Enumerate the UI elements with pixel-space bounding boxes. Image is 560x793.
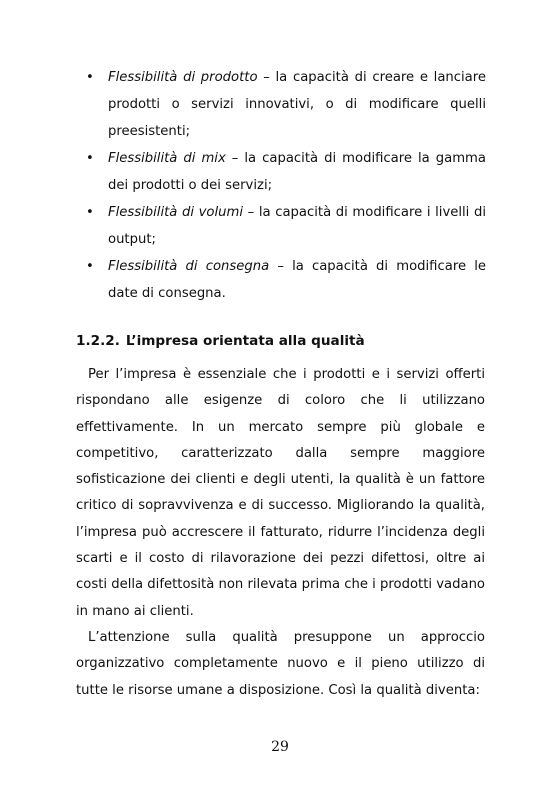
bullet-item-product-flexibility (86, 64, 486, 145)
bullet-term: Flessibilità di volumi (108, 205, 244, 220)
section-number: 1.2.2. (76, 333, 120, 349)
bullet-text: – la capacità di modificare i livelli di output; (108, 205, 486, 247)
bullet-term: Flessibilità di prodotto (108, 70, 258, 85)
bullet-marker: • (86, 151, 94, 166)
bullet-term: Flessibilità di consegna (108, 259, 270, 274)
paragraph: Per l’impresa è essenziale che i prodotti e i servizi offerti rispondano alle esigenze di coloro che li utilizzano effettivamente. In un mercato sempre più globale e competitivo, caratterizzato dalla sempre maggiore sofisticazione dei clienti e degli utenti, la qualità è un fattore critico di sopravvivenza e di successo. Migliorando la qualità, l’impresa può accrescere il fatturato, ridurre l’incidenza degli scarti e il costo di rilavorazione dei pezzi difettosi, oltre ai costi della difettosità non rilevata prima che i prodotti vadano in mano ai clienti. (76, 367, 485, 619)
bullet-item-volume-flexibility (86, 199, 486, 253)
bullet-text: – la capacità di modificare la gamma dei prodotti o dei servizi; (108, 151, 486, 193)
bullet-item-mix-flexibility (86, 145, 486, 199)
bullet-marker: • (86, 70, 94, 85)
body-text (76, 362, 485, 704)
bullet-term: Flessibilità di mix (108, 151, 226, 166)
bullet-marker: • (86, 205, 94, 220)
bullet-text: – la capacità di modificare le date di consegna. (108, 259, 486, 301)
bullet-item-delivery-flexibility (86, 253, 486, 307)
section-heading (76, 330, 486, 352)
paragraph: L’attenzione sulla qualità presuppone un approccio organizzativo completamente nuovo e il pieno utilizzo di tutte le risorse umane a disposizione. Così la qualità diventa: (76, 629, 485, 698)
bullet-list (86, 64, 486, 307)
bullet-text: – la capacità di creare e lanciare prodotti o servizi innovativi, o di modificare quelli preesistenti; (108, 70, 487, 139)
page-number: 29 (271, 739, 289, 755)
section-title: L’impresa orientata alla qualità (125, 333, 365, 349)
bullet-marker: • (86, 259, 94, 274)
